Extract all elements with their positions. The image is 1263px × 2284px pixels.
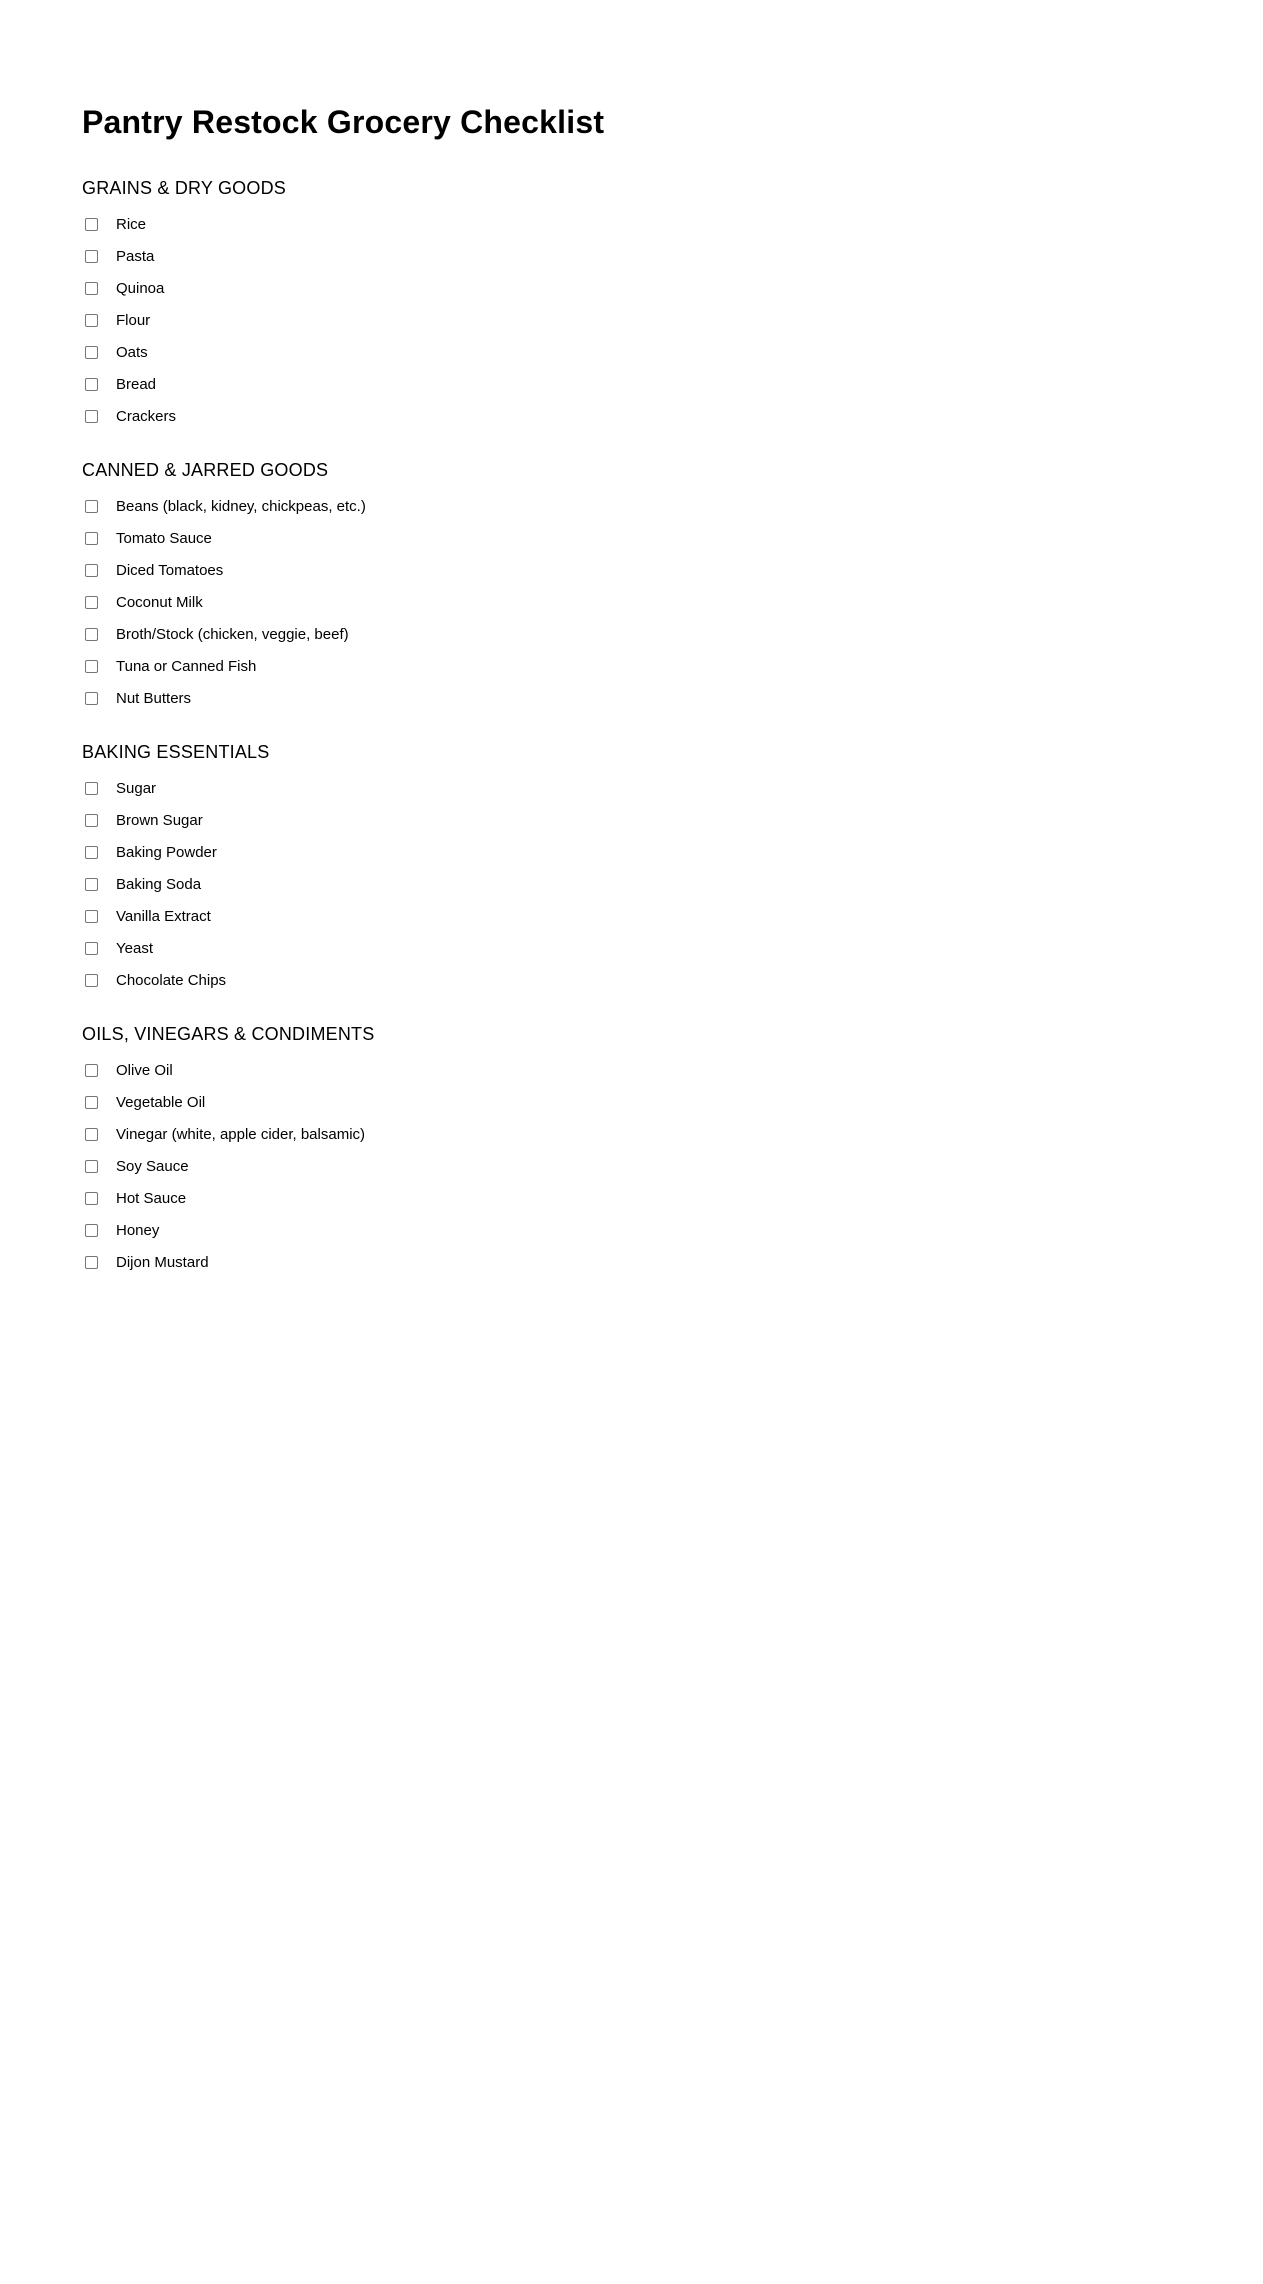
item-checkbox[interactable] bbox=[85, 314, 98, 327]
item-label: Nut Butters bbox=[116, 689, 192, 707]
item-checkbox[interactable] bbox=[85, 250, 98, 263]
checklist-item[interactable] bbox=[82, 240, 1263, 272]
item-label: Bread bbox=[116, 375, 157, 393]
page-title: Pantry Restock Grocery Checklist bbox=[82, 104, 605, 140]
section-heading: BAKING ESSENTIALS bbox=[82, 742, 270, 762]
section-heading: GRAINS & DRY GOODS bbox=[82, 178, 286, 198]
item-label: Quinoa bbox=[116, 279, 165, 297]
item-checkbox[interactable] bbox=[85, 346, 98, 359]
item-label: Dijon Mustard bbox=[116, 1253, 209, 1271]
checklist-item[interactable] bbox=[82, 1118, 1263, 1150]
item-checkbox[interactable] bbox=[85, 628, 98, 641]
item-checkbox[interactable] bbox=[85, 878, 98, 891]
checklist-item[interactable] bbox=[82, 1054, 1263, 1086]
item-checkbox[interactable] bbox=[85, 692, 98, 705]
checklist-item[interactable] bbox=[82, 804, 1263, 836]
item-label: Rice bbox=[116, 215, 147, 233]
checklist-item[interactable] bbox=[82, 272, 1263, 304]
item-label: Diced Tomatoes bbox=[116, 561, 224, 579]
item-label: Oats bbox=[116, 343, 148, 361]
item-list bbox=[82, 208, 1263, 432]
item-list bbox=[82, 1054, 1263, 1278]
item-checkbox[interactable] bbox=[85, 410, 98, 423]
item-checkbox[interactable] bbox=[85, 1224, 98, 1237]
checklist-item[interactable] bbox=[82, 586, 1263, 618]
item-checkbox[interactable] bbox=[85, 910, 98, 923]
item-checkbox[interactable] bbox=[85, 564, 98, 577]
item-label: Vegetable Oil bbox=[116, 1093, 206, 1111]
item-list bbox=[82, 490, 1263, 714]
checklist-item[interactable] bbox=[82, 650, 1263, 682]
checklist-item[interactable] bbox=[82, 304, 1263, 336]
section-heading: CANNED & JARRED GOODS bbox=[82, 460, 329, 480]
item-checkbox[interactable] bbox=[85, 500, 98, 513]
item-label: Flour bbox=[116, 311, 151, 329]
item-label: Baking Powder bbox=[116, 843, 217, 861]
checklist-section-3 bbox=[82, 740, 1263, 996]
checklist-item[interactable] bbox=[82, 1150, 1263, 1182]
checklist-sections bbox=[82, 176, 1263, 1278]
checklist-item[interactable] bbox=[82, 900, 1263, 932]
item-label: Sugar bbox=[116, 779, 157, 797]
section-heading: OILS, VINEGARS & CONDIMENTS bbox=[82, 1024, 375, 1044]
item-label: Broth/Stock (chicken, veggie, beef) bbox=[116, 625, 349, 643]
item-label: Honey bbox=[116, 1221, 160, 1239]
checklist-item[interactable] bbox=[82, 1086, 1263, 1118]
item-checkbox[interactable] bbox=[85, 218, 98, 231]
item-label: Crackers bbox=[116, 407, 177, 425]
item-label: Chocolate Chips bbox=[116, 971, 227, 989]
checklist-item[interactable] bbox=[82, 772, 1263, 804]
item-checkbox[interactable] bbox=[85, 282, 98, 295]
checklist-item[interactable] bbox=[82, 868, 1263, 900]
item-label: Vanilla Extract bbox=[116, 907, 211, 925]
item-checkbox[interactable] bbox=[85, 942, 98, 955]
checklist-item[interactable] bbox=[82, 964, 1263, 996]
checklist-item[interactable] bbox=[82, 554, 1263, 586]
item-label: Tomato Sauce bbox=[116, 529, 212, 547]
checklist-item[interactable] bbox=[82, 208, 1263, 240]
checklist-item[interactable] bbox=[82, 618, 1263, 650]
item-checkbox[interactable] bbox=[85, 846, 98, 859]
item-label: Pasta bbox=[116, 247, 155, 265]
item-label: Coconut Milk bbox=[116, 593, 203, 611]
item-checkbox[interactable] bbox=[85, 1160, 98, 1173]
item-checkbox[interactable] bbox=[85, 1256, 98, 1269]
checklist-section-2 bbox=[82, 458, 1263, 714]
item-checkbox[interactable] bbox=[85, 532, 98, 545]
checklist-section-1 bbox=[82, 176, 1263, 432]
item-checkbox[interactable] bbox=[85, 974, 98, 987]
checklist-item[interactable] bbox=[82, 1246, 1263, 1278]
checklist-section-4 bbox=[82, 1022, 1263, 1278]
item-label: Vinegar (white, apple cider, balsamic) bbox=[116, 1125, 366, 1143]
checklist-item[interactable] bbox=[82, 1214, 1263, 1246]
item-checkbox[interactable] bbox=[85, 814, 98, 827]
item-checkbox[interactable] bbox=[85, 1096, 98, 1109]
item-label: Baking Soda bbox=[116, 875, 202, 893]
item-checkbox[interactable] bbox=[85, 660, 98, 673]
item-checkbox[interactable] bbox=[85, 1128, 98, 1141]
item-label: Hot Sauce bbox=[116, 1189, 187, 1207]
checklist-item[interactable] bbox=[82, 682, 1263, 714]
item-label: Beans (black, kidney, chickpeas, etc.) bbox=[116, 497, 366, 515]
item-checkbox[interactable] bbox=[85, 596, 98, 609]
checklist-item[interactable] bbox=[82, 336, 1263, 368]
checklist-item[interactable] bbox=[82, 368, 1263, 400]
checklist-item[interactable] bbox=[82, 932, 1263, 964]
checklist-item[interactable] bbox=[82, 490, 1263, 522]
item-label: Tuna or Canned Fish bbox=[116, 657, 257, 675]
checklist-item[interactable] bbox=[82, 836, 1263, 868]
item-checkbox[interactable] bbox=[85, 1192, 98, 1205]
checklist-item[interactable] bbox=[82, 1182, 1263, 1214]
item-checkbox[interactable] bbox=[85, 782, 98, 795]
item-label: Brown Sugar bbox=[116, 811, 203, 829]
item-label: Olive Oil bbox=[116, 1061, 173, 1079]
checklist-item[interactable] bbox=[82, 522, 1263, 554]
item-label: Soy Sauce bbox=[116, 1157, 189, 1175]
checklist-item[interactable] bbox=[82, 400, 1263, 432]
item-checkbox[interactable] bbox=[85, 1064, 98, 1077]
item-label: Yeast bbox=[116, 939, 153, 957]
item-list bbox=[82, 772, 1263, 996]
item-checkbox[interactable] bbox=[85, 378, 98, 391]
